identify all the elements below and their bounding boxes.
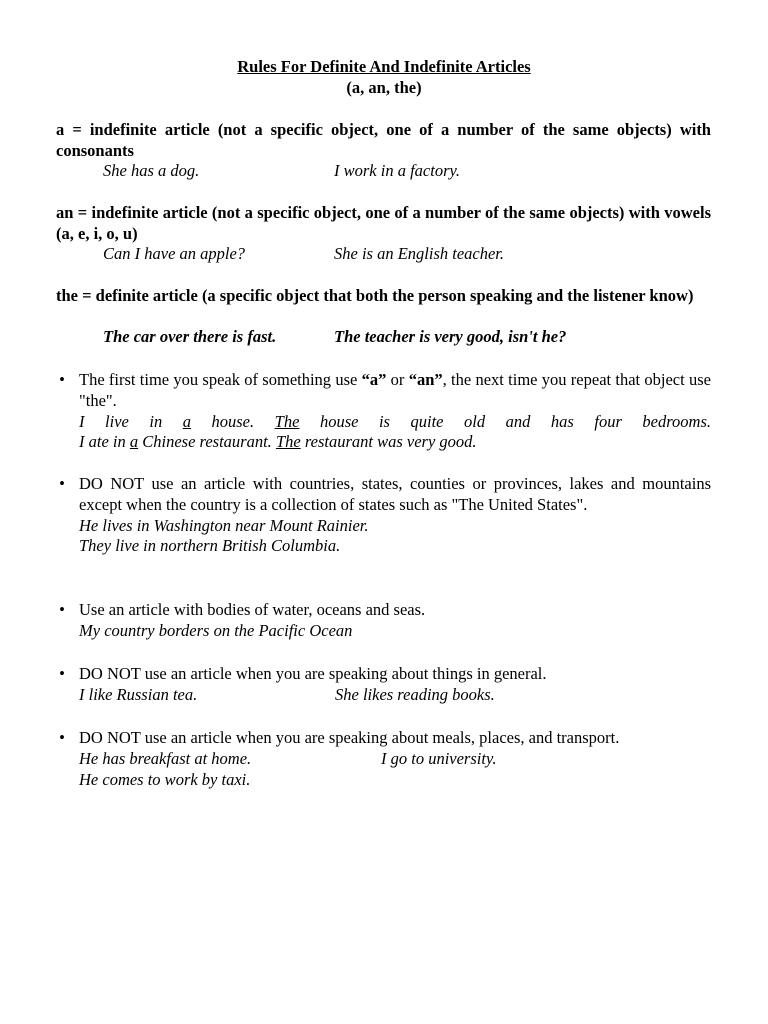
example-sentence: He lives in Washington near Mount Rainier. bbox=[79, 515, 369, 535]
example-sentence: He comes to work by taxi. bbox=[79, 769, 251, 789]
example-sentence: I work in a factory. bbox=[334, 161, 461, 180]
bullet-icon: • bbox=[59, 728, 65, 747]
document-subtitle: (a, an, the) bbox=[346, 78, 422, 97]
rule-text: DO NOT use an article when you are speaking about meals, places, and transport. bbox=[79, 728, 620, 747]
example-sentence: They live in northern British Columbia. bbox=[79, 536, 341, 556]
example-sentence: The teacher is very good, isn't he? bbox=[334, 327, 567, 346]
rule-countries bbox=[56, 474, 711, 557]
bullet-icon: • bbox=[59, 474, 65, 493]
definition-a: a = indefinite article (not a specific object, one of a number of the same objects) with consonants bbox=[56, 120, 711, 160]
example-sentence: Can I have an apple? bbox=[103, 244, 246, 263]
definition-a-examples bbox=[103, 161, 461, 182]
definition-an-examples bbox=[103, 244, 505, 265]
example-sentence: I like Russian tea. bbox=[79, 684, 198, 704]
example-sentence: She likes reading books. bbox=[335, 684, 495, 704]
example-row bbox=[79, 685, 711, 706]
rule-first-time bbox=[56, 370, 711, 453]
rule-text: Use an article with bodies of water, oceans and seas. bbox=[79, 600, 426, 619]
rule-text: DO NOT use an article when you are speaking about things in general. bbox=[79, 664, 547, 683]
rule-general bbox=[56, 664, 711, 706]
example-sentence: The car over there is fast. bbox=[103, 327, 277, 346]
example-row bbox=[79, 749, 711, 770]
rule-water bbox=[56, 600, 711, 642]
rule-text: DO NOT use an article with countries, states, counties or provinces, lakes and mountains except when the country is a collection of states such as "The United States". bbox=[79, 474, 711, 514]
bullet-icon: • bbox=[59, 664, 65, 683]
example-sentence: My country borders on the Pacific Ocean bbox=[79, 620, 353, 640]
definition-the-examples bbox=[103, 327, 567, 348]
document-title: Rules For Definite And Indefinite Articles bbox=[237, 57, 531, 76]
definition-the: the = definite article (a specific object that both the person speaking and the listener know) bbox=[56, 286, 694, 305]
example-sentence: I go to university. bbox=[381, 748, 497, 768]
bullet-icon: • bbox=[59, 600, 65, 619]
rule-meals bbox=[56, 728, 711, 790]
rule-text: The first time you speak of something use “a” or “an”, the next time you repeat that object use "the". bbox=[79, 370, 711, 410]
bullet-icon: • bbox=[59, 370, 65, 389]
example-sentence: She has a dog. bbox=[103, 161, 200, 180]
example-sentence: I ate in a Chinese restaurant. The restaurant was very good. bbox=[79, 432, 477, 452]
example-sentence: He has breakfast at home. bbox=[79, 748, 252, 768]
example-sentence: She is an English teacher. bbox=[334, 244, 505, 263]
definition-an: an = indefinite article (not a specific object, one of a number of the same objects) with vowels (a, e, i, o, u) bbox=[56, 203, 711, 243]
example-sentence: I live in a house. The house is quite old and has four bedrooms. bbox=[79, 411, 711, 431]
